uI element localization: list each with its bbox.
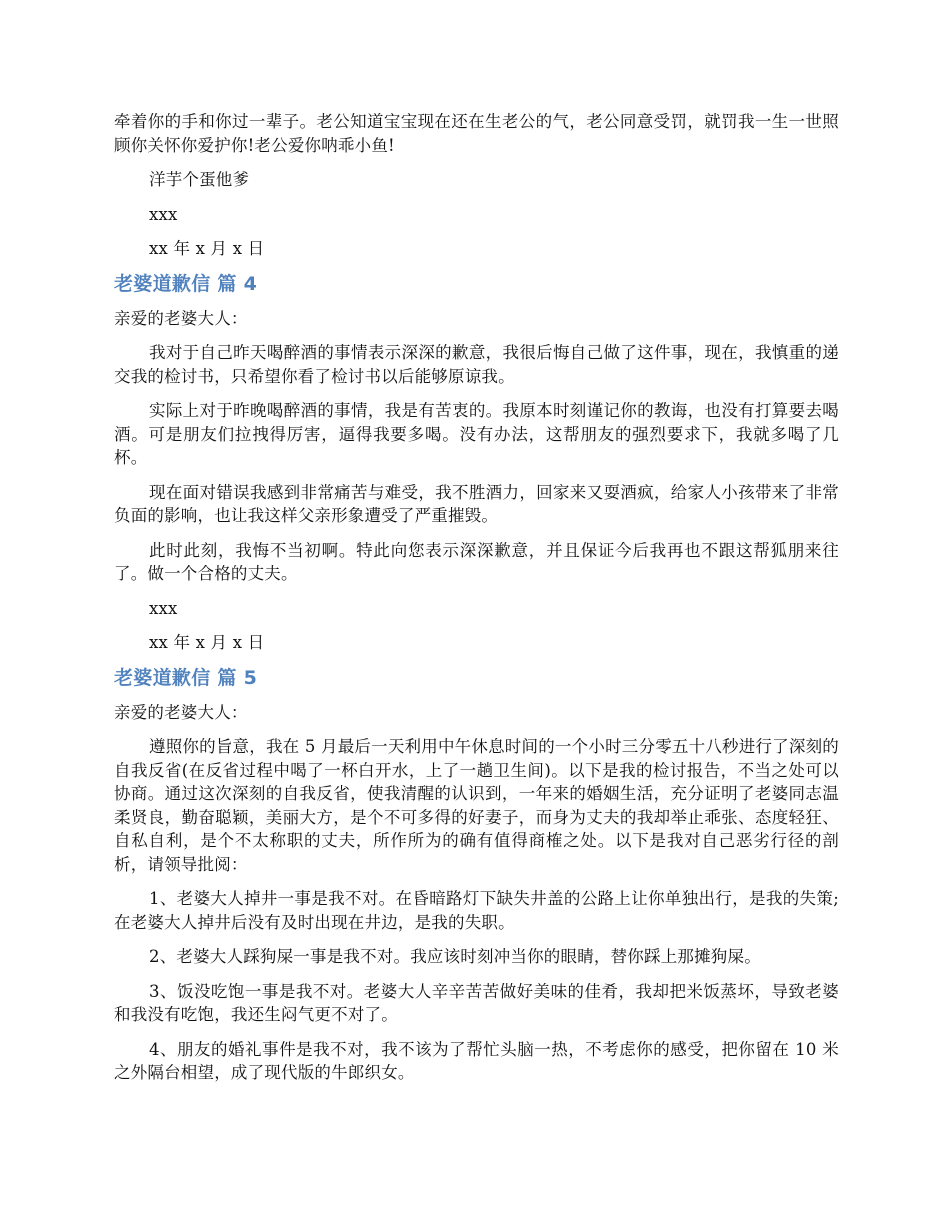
list-item: 4、朋友的婚礼事件是我不对，我不该为了帮忙头脑一热，不考虑你的感受，把你留在 10 米之外隔台相望，成了现代版的牛郎织女。 (114, 1039, 839, 1082)
greeting: 亲爱的老婆大人： (114, 702, 248, 722)
body-paragraph: 此时此刻，我悔不当初啊。特此向您表示深深歉意，并且保证今后我再也不跟这帮狐朋来往了。做一个合格的丈夫。 (114, 540, 839, 583)
list-item: 2、老婆大人踩狗屎一事是我不对。我应该时刻冲当你的眼睛，替你踩上那摊狗屎。 (149, 947, 761, 966)
signature-date: xx 年 x 月 x 日 (149, 239, 265, 258)
list-item: 3、饭没吃饱一事是我不对。老婆大人辛辛苦苦做好美味的佳肴，我却把米饭蒸坏，导致老婆和我没有吃饱，我还生闷气更不对了。 (114, 981, 839, 1024)
body-paragraph: 遵照你的旨意，我在 5 月最后一天利用中午休息时间的一个小时三分零五十八秒进行了深刻的自我反省(在反省过程中喝了一杯白开水，上了一趟卫生间)。以下是我的检讨报告，不当之处可以协商。通过这次深刻的自我反省，使我清醒的认识到，一年来的婚姻生活，充分证明了老婆同志温柔贤良，勤奋聪颖，美丽大方，是个不可多得的好妻子，而身为丈夫的我却举止乖张、态度轻狂、自私自利，是个不太称职的丈夫，所作所为的确有值得商榷之处。以下是我对自己恶劣行径的剖析，请领导批阅： (114, 737, 839, 874)
body-paragraph: 实际上对于昨晚喝醉酒的事情，我是有苦衷的。我原本时刻谨记你的教诲，也没有打算要去喝酒。可是朋友们拉拽得厉害，逼得我要多喝。没有办法，这帮朋友的强烈要求下，我就多喝了几杯。 (114, 401, 839, 467)
greeting: 亲爱的老婆大人： (114, 308, 248, 328)
section-heading-5: 老婆道歉信 篇 5 (114, 666, 258, 689)
signature-date: xx 年 x 月 x 日 (149, 633, 265, 652)
section-heading-4: 老婆道歉信 篇 4 (114, 272, 258, 295)
signature-name: xxx (149, 598, 178, 618)
list-item: 1、老婆大人掉井一事是我不对。在昏暗路灯下缺失井盖的公路上让你单独出行，是我的失策;在老婆大人掉井后没有及时出现在井边，是我的失职。 (114, 889, 839, 932)
body-paragraph: 我对于自己昨天喝醉酒的事情表示深深的歉意，我很后悔自己做了这件事，现在，我慎重的递交我的检讨书，只希望你看了检讨书以后能够原谅我。 (114, 343, 839, 386)
signature-name: xxx (149, 204, 178, 224)
signature-nickname: 洋芋个蛋他爹 (149, 170, 250, 189)
body-paragraph: 现在面对错误我感到非常痛苦与难受，我不胜酒力，回家来又耍酒疯，给家人小孩带来了非常负面的影响，也让我这样父亲形象遭受了严重摧毁。 (114, 482, 839, 525)
body-paragraph: 牵着你的手和你过一辈子。老公知道宝宝现在还在生老公的气，老公同意受罚，就罚我一生一世照顾你关怀你爱护你!老公爱你呐乖小鱼! (114, 112, 839, 155)
document-page (114, 110, 839, 1085)
